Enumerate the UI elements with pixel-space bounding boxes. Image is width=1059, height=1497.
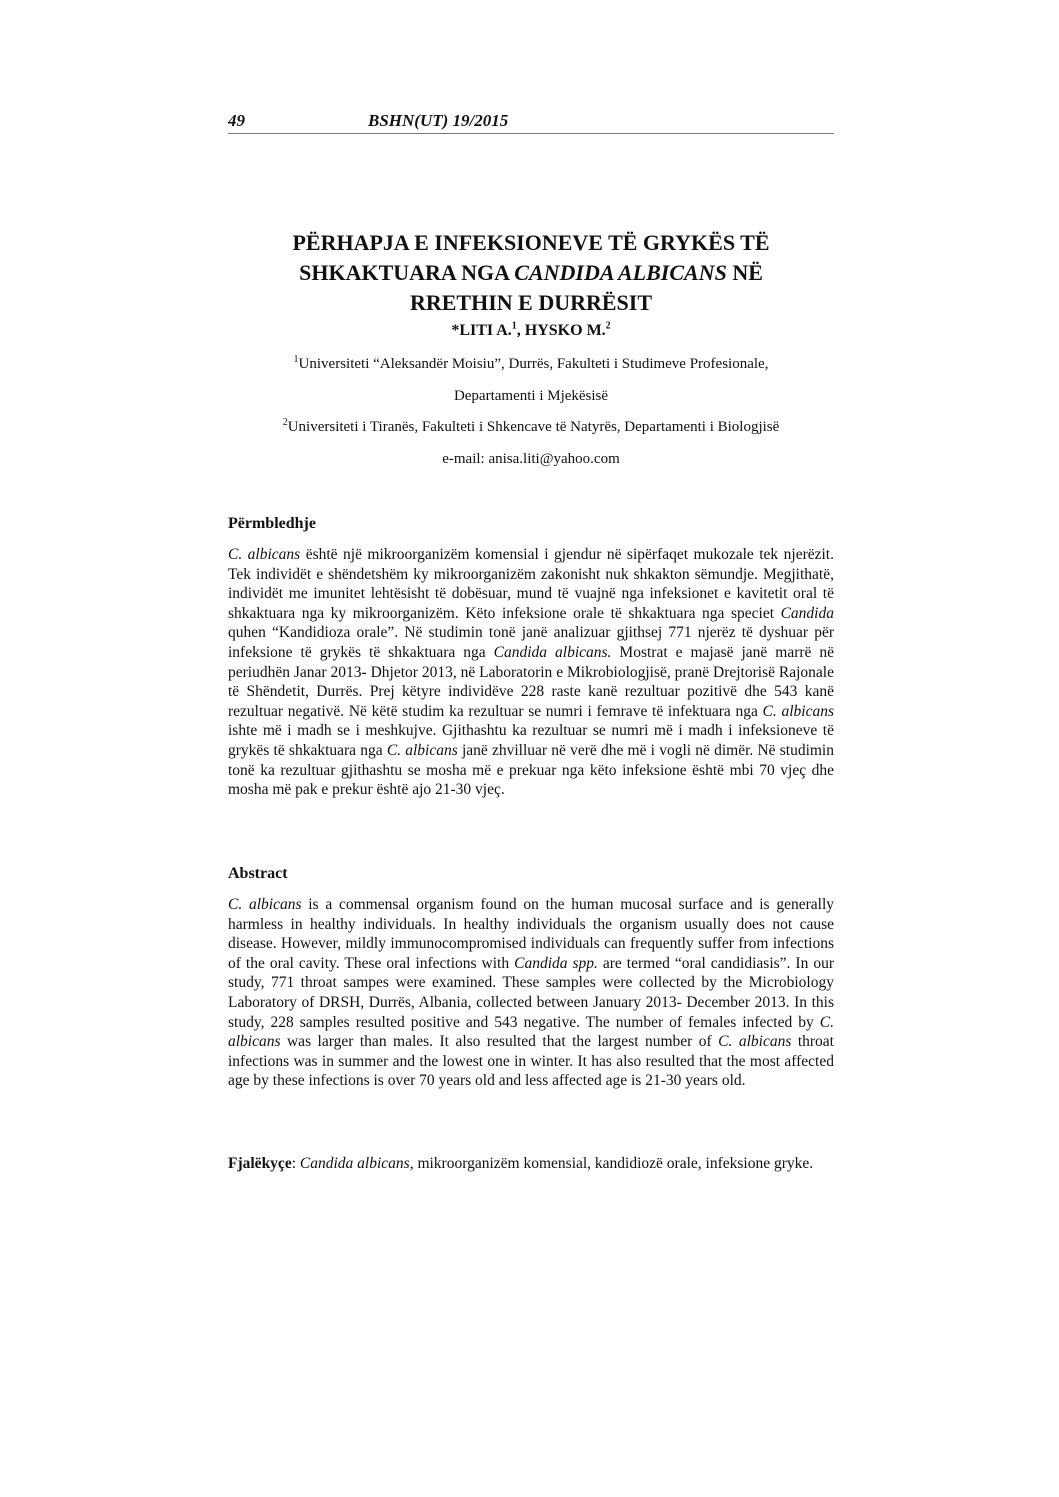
abstract-text-a: is a commensal organism found on the human mucosal surface and is generally harmless in healthy individuals. In healthy individuals the organism usually does not cause disease. However, mildly immunocompromised individuals can frequently suffer from infections of the oral cavity. These oral infections with — [228, 896, 834, 972]
permbledhje-text-e: janë zhvilluar në verë dhe më i vogli në dimër. Në studimin tonë ka rezultuar gjithashtu se mosha më e prekuar nga këto infeksione është mbi 70 vjeç dhe mosha më pak e prekur është ajo 21-30 vjeç. — [228, 741, 834, 799]
keywords-rest: , mikroorganizëm komensial, kandidiozë orale, infeksione gryke. — [409, 1155, 814, 1172]
abstract-text-d: throat infections was in summer and the lowest one in winter. It has also resulted that the most affected age by these infections is over 70 years old and less affected age is 21-30 years old. — [228, 1033, 834, 1090]
species-name: C. albicans — [228, 546, 301, 563]
page-number: 49 — [228, 111, 245, 130]
species-name: C. albicans — [228, 896, 302, 913]
affiliation-1-line-1: Universiteti “Aleksandër Moisiu”, Durrës, Fakulteti i Studimeve Profesionale, — [298, 356, 769, 372]
author-2: , HYSKO M. — [516, 322, 606, 339]
species-name: C. albicans — [762, 702, 834, 720]
affiliation-2 — [228, 419, 834, 436]
author-list — [228, 322, 834, 340]
permbledhje-text-a: është një mikroorganizëm komensial i gjendur në sipërfaqet mukozale tek njerëzit. Tek individët e shëndetshëm ky mikroorganizëm zakonisht nuk shkakton sëmundje. Megjithatë, individët me imunitet lehtësisht të dobësuar, mund të vuajnë nga infeksionet e kavitetit oral të shkaktuara nga ky mikroorganizëm. Këto infeksione orale të shkaktuara nga speciet — [228, 546, 834, 622]
title-line-3: RRETHIN E DURRËSIT — [409, 290, 653, 315]
keywords-label: Fjalëkyçe — [228, 1155, 292, 1172]
affiliation-2-mark: 2 — [282, 417, 288, 428]
species-name: C. albicans — [386, 741, 458, 759]
abstract-heading: Abstract — [228, 865, 288, 882]
species-name: Candida albicans. — [493, 643, 612, 661]
affiliation-1-line-2: Departamenti i Mjekësisë — [453, 388, 609, 404]
keywords-colon: : — [291, 1155, 300, 1172]
paper-title — [228, 228, 834, 318]
running-header — [228, 111, 834, 133]
title-line-1: PËRHAPJA E INFEKSIONEVE TË GRYKËS TË — [292, 230, 770, 255]
journal-name: BSHN(UT) 19/2015 — [368, 111, 509, 130]
permbledhje-text-d: ishte më i madh se i meshkujve. Gjithashtu ka rezultuar se numri më i madh i infeksioneve të grykës të shkaktuara nga — [228, 722, 834, 759]
title-line-2-pre: SHKAKTUARA NGA — [299, 260, 515, 285]
title-line-2-species: CANDIDA ALBICANS — [514, 260, 727, 285]
permbledhje-body — [228, 545, 834, 800]
affiliation-2-text: Universiteti i Tiranës, Fakulteti i Shkencave të Natyrës, Departamenti i Biologjisë — [287, 419, 780, 435]
permbledhje-text-b: quhen “Kandidioza orale”. Në studimin tonë janë analizuar gjithsej 771 njerëz të dyshuar për infeksione të grykës të shkaktuara nga — [228, 624, 834, 661]
title-line-2-post: NË — [726, 260, 763, 285]
species-name: C. albicans — [228, 1013, 834, 1051]
author-2-affil: 2 — [605, 320, 611, 332]
author-1-affil: 1 — [511, 320, 517, 332]
abstract-body — [228, 895, 834, 1091]
permbledhje-text-c: Mostrat e majasë janë marrë në periudhën Janar 2013- Dhjetor 2013, në Laboratorin e Mikrobiologjisë, pranë Drejtorisë Rajonale të Shëndetit, Durrës. Prej këtyre individëve 228 raste kanë rezultuar pozitivë dhe 543 kanë rezultuar negativë. Në këtë studim ka rezultuar se numri i femrave të infektuara nga — [228, 643, 835, 720]
species-name: C. albicans — [718, 1033, 792, 1051]
keywords — [228, 1154, 834, 1174]
header-rule — [228, 133, 834, 134]
email-line: e-mail: anisa.liti@yahoo.com — [442, 451, 620, 467]
abstract-text-c: was larger than males. It also resulted that the largest number of — [280, 1033, 719, 1051]
permbledhje-heading: Përmbledhje — [228, 515, 316, 532]
genus-name: Candida — [780, 604, 834, 622]
affiliation-1-mark: 1 — [293, 354, 299, 365]
affiliation-1 — [228, 356, 834, 373]
title-line-2 — [228, 258, 834, 288]
abstract-text-b: are termed “oral candidiasis”. In our study, 771 throat sampes were examined. These samples were collected by the Microbiology Laboratory of DRSH, Durrës, Albania, collected between January 2013- December 2013. In this study, 228 samples resulted positive and 543 negative. The number of females infected by — [228, 954, 834, 1031]
author-1: *LITI A. — [451, 322, 512, 339]
genus-name: Candida spp. — [514, 954, 598, 972]
keyword-species: Candida albicans — [299, 1155, 410, 1172]
